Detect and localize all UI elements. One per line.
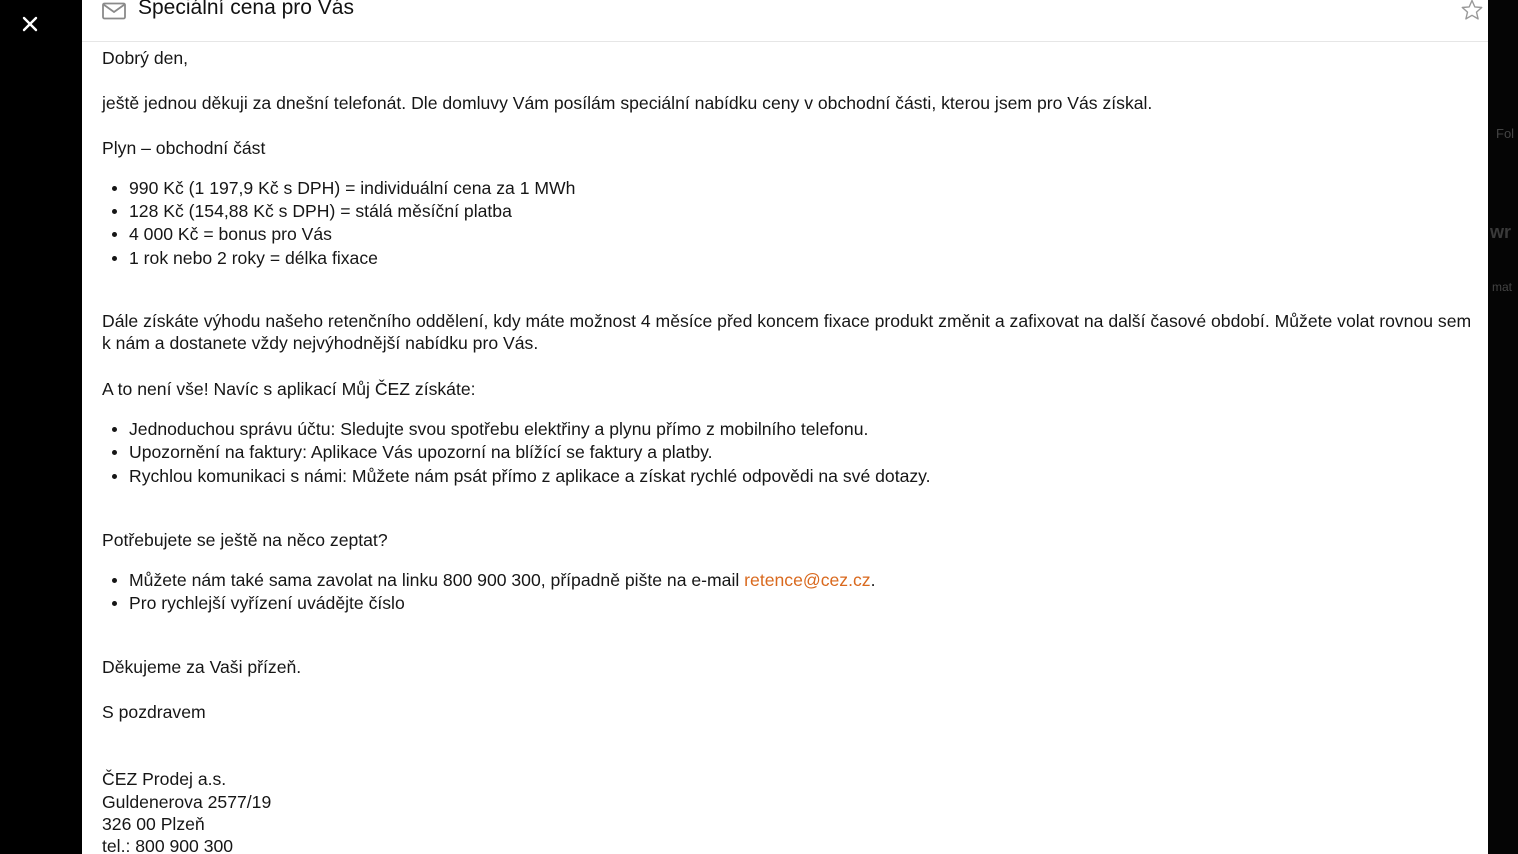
signature-street: Guldenerova 2577/19 [102,792,272,812]
signature-company: ČEZ Prodej a.s. [102,769,227,789]
list-item: Můžete nám také sama zavolat na linku 800 900 300, případně pište na e-mail retence@cez.cz. [129,569,875,591]
email-header [82,0,1488,42]
signature-phone: tel.: 800 900 300 [102,836,234,854]
email-link[interactable]: retence@cez.cz [744,570,871,590]
star-icon[interactable] [1460,0,1484,22]
list-item: 4 000 Kč = bonus pro Vás [129,223,332,245]
retention-paragraph: Dále získáte výhodu našeho retenčního oddělení, kdy máte možnost 4 měsíce před koncem fixace produkt změnit a zafixovat na další časové období. Můžete volat rovnou sem k nám a dostanete vždy nejvýhodnější nabídku pro Vás. [102,311,1472,353]
thanks-line: Děkujeme za Vaši přízeň. [102,657,302,677]
closing-line: S pozdravem [102,702,206,722]
list-item: 1 rok nebo 2 roky = délka fixace [129,247,378,269]
signature-city: 326 00 Plzeň [102,814,205,834]
email-viewer [82,0,1488,854]
close-icon [14,8,46,40]
background-fragment: Fol [1496,126,1515,141]
email-subject: Speciální cena pro Vás [138,0,354,19]
app-heading: A to není vše! Navíc s aplikací Můj ČEZ získáte: [102,379,476,399]
list-item: Upozornění na faktury: Aplikace Vás upozorní na blížící se faktury a platby. [129,441,713,463]
list-item: Rychlou komunikaci s námi: Můžete nám psát přímo z aplikace a získat rychlé odpovědi na své dotazy. [129,465,931,487]
background-fragment: wr [1490,222,1512,242]
offer-heading: Plyn – obchodní část [102,138,266,158]
list-item: 128 Kč (154,88 Kč s DPH) = stálá měsíční platba [129,200,512,222]
envelope-icon [102,2,126,20]
list-item: 990 Kč (1 197,9 Kč s DPH) = individuální cena za 1 MWh [129,177,575,199]
questions-heading: Potřebujete se ještě na něco zeptat? [102,530,388,550]
intro-paragraph: ještě jednou děkuji za dnešní telefonát. Dle domluvy Vám posílám speciální nabídku ceny v obchodní části, kterou jsem pro Vás získal. [102,93,1153,113]
list-item: Pro rychlejší vyřízení uvádějte číslo [129,592,405,614]
background-fragment: mat [1492,280,1513,294]
list-item: Jednoduchou správu účtu: Sledujte svou spotřebu elektřiny a plynu přímo z mobilního telefonu. [129,418,868,440]
greeting: Dobrý den, [102,48,189,68]
close-button[interactable] [14,8,46,40]
